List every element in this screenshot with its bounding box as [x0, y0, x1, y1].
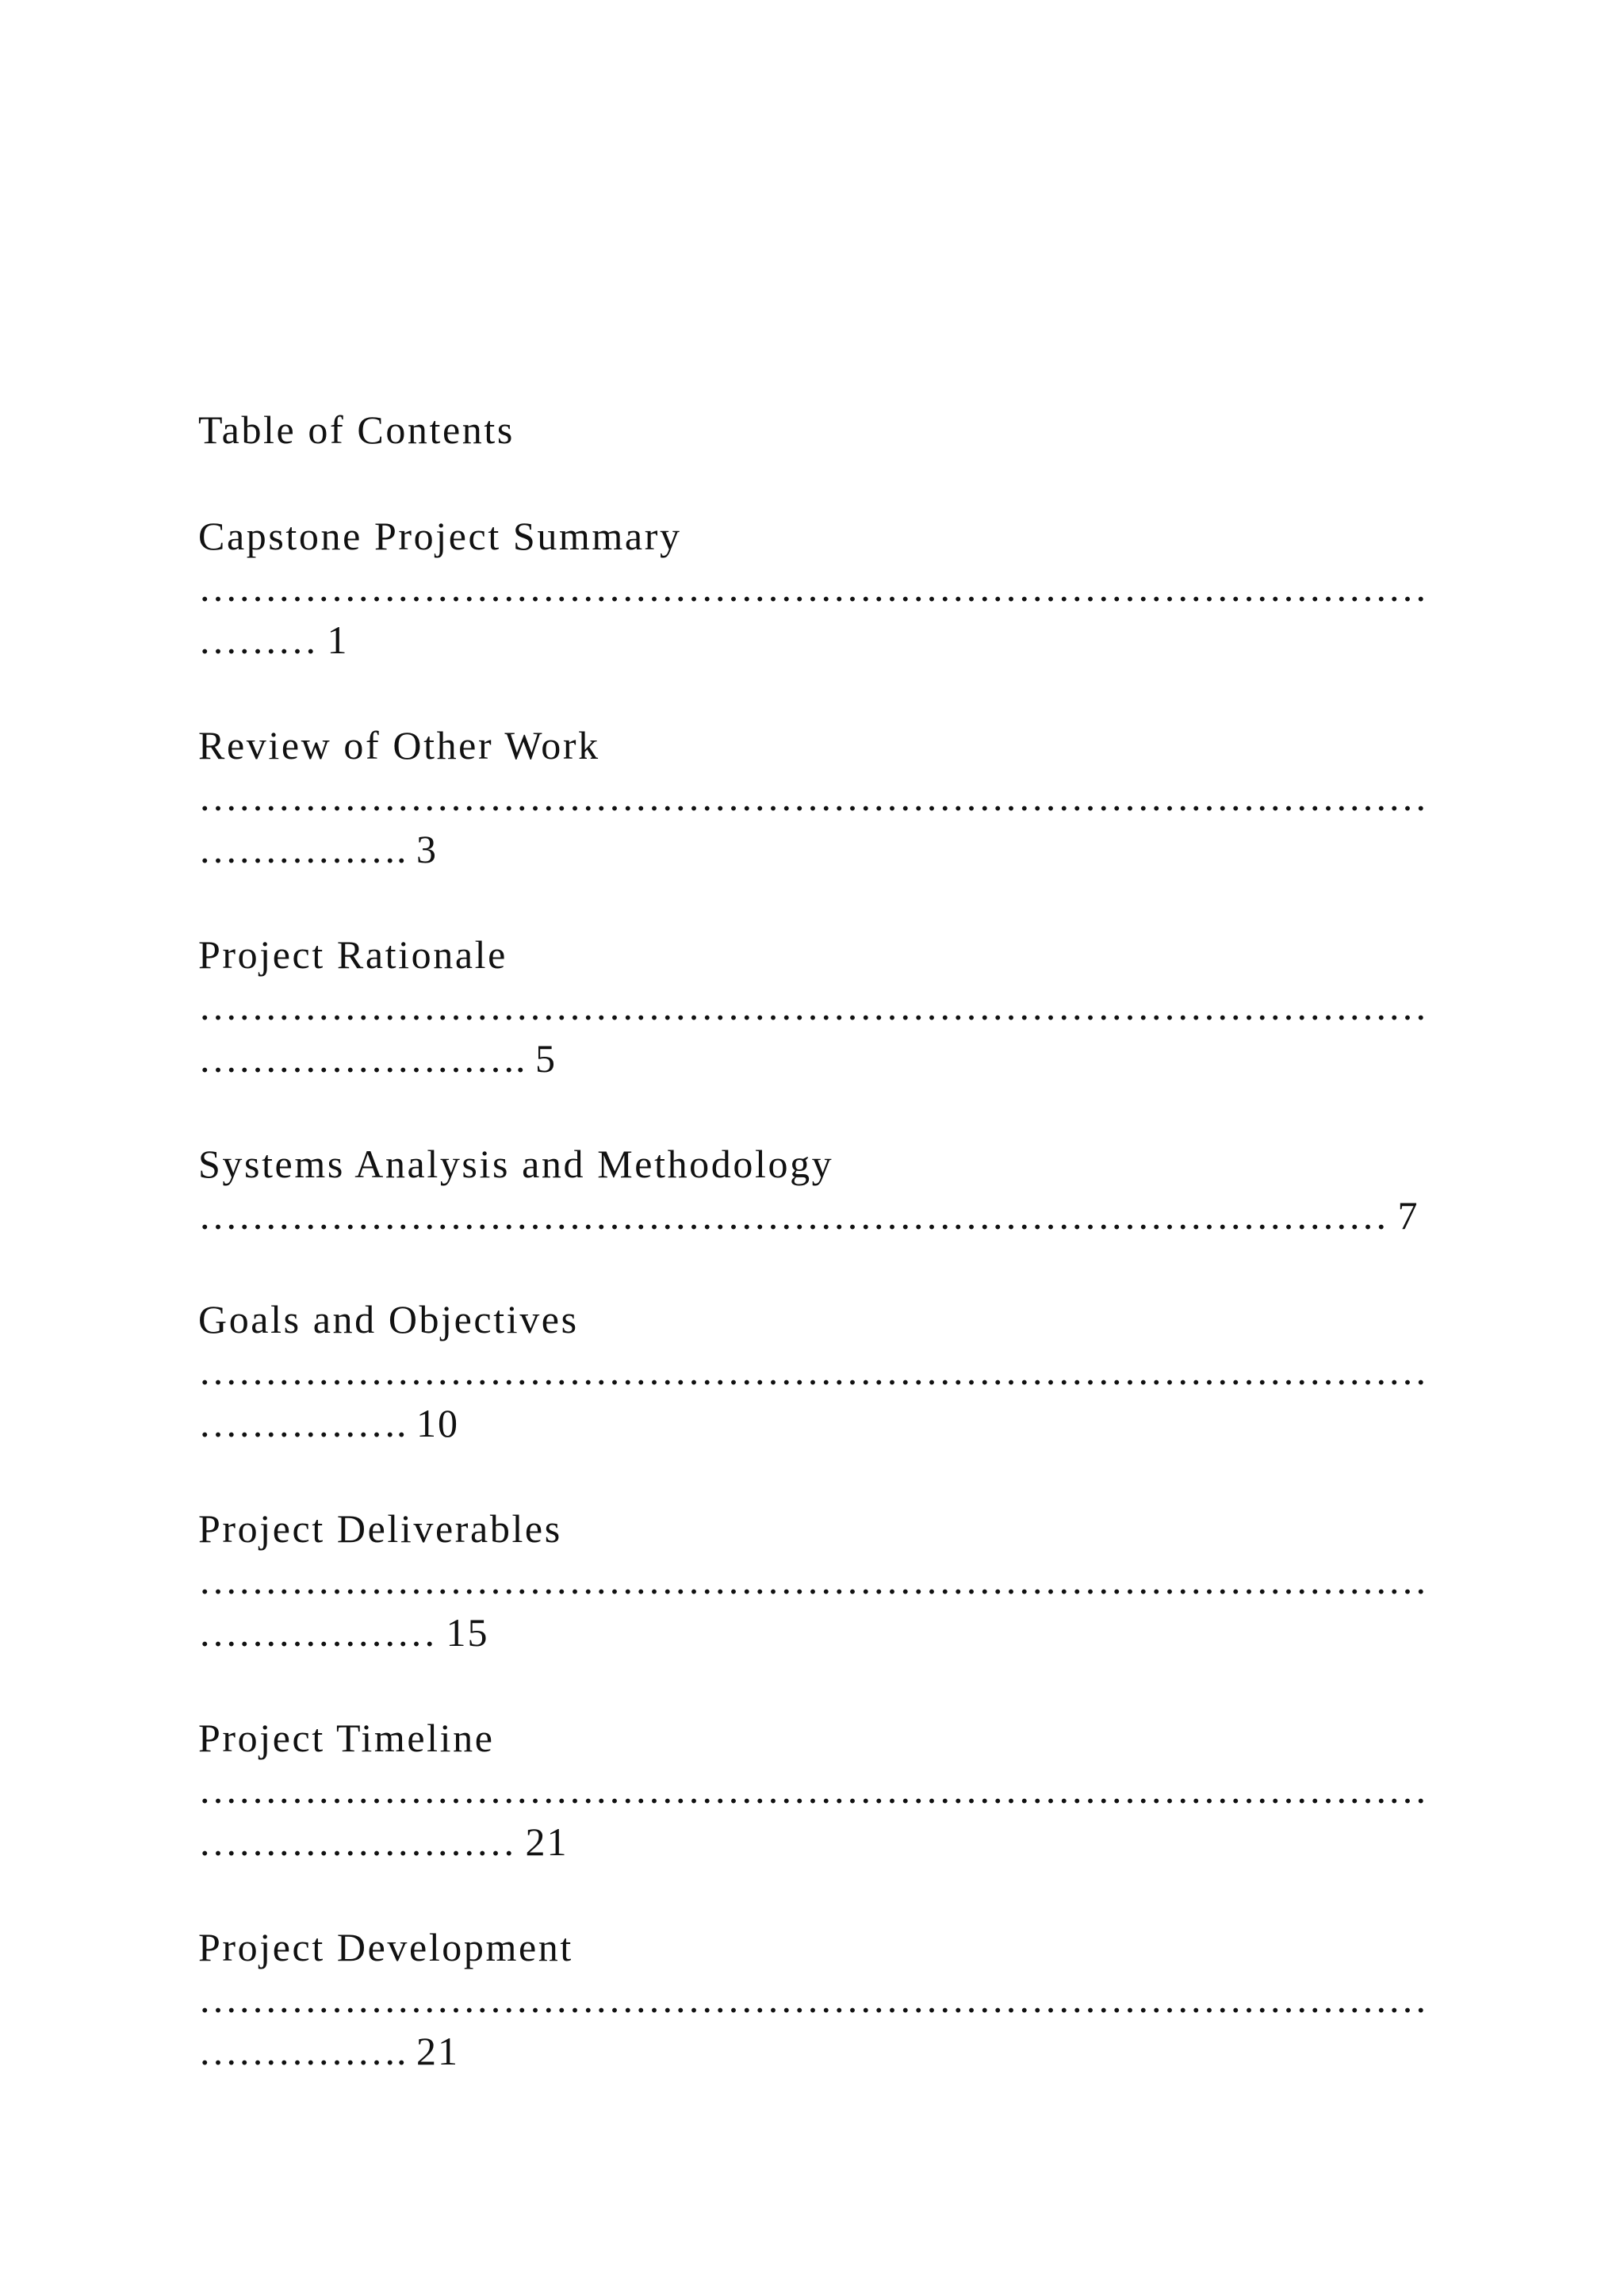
- toc-leader: …………………………………………………………………………………: [198, 1767, 1427, 1812]
- toc-page-number: 5: [535, 1036, 557, 1081]
- toc-leader: ……………. 3: [198, 827, 438, 871]
- toc-page-number: 21: [525, 1820, 569, 1864]
- toc-entry[interactable]: [198, 720, 1467, 875]
- toc-entry[interactable]: [198, 929, 1467, 1085]
- toc-entry-label: Project Timeline: [198, 1716, 495, 1760]
- toc-title: Table of Contents: [198, 408, 515, 452]
- toc-leader: ……… 1: [198, 618, 349, 662]
- toc-entry-label: Review of Other Work: [198, 723, 600, 767]
- toc-leader: …………………………………………………………………………………: [198, 1976, 1427, 2021]
- toc-page-number: 3: [416, 827, 438, 871]
- toc-entry[interactable]: [198, 1294, 1467, 1449]
- toc-entry[interactable]: [198, 1503, 1467, 1659]
- toc-entry-label: Systems Analysis and Methodology: [198, 1142, 834, 1186]
- toc-leader: …………………………………………………………………………………: [198, 984, 1427, 1028]
- toc-entry[interactable]: [198, 511, 1467, 666]
- toc-page-number: 15: [446, 1610, 489, 1655]
- toc-entry-label: Project Deliverables: [198, 1506, 562, 1551]
- toc-entry[interactable]: [198, 1922, 1467, 2077]
- toc-leader: …………………………………………………………………………………: [198, 1558, 1427, 1602]
- toc-entry[interactable]: [198, 1712, 1467, 1868]
- toc-leader: ……………. 21: [198, 2029, 459, 2073]
- toc-leader: ……………………………………………………………………………… 7: [198, 1193, 1419, 1238]
- toc-entry-label: Capstone Project Summary: [198, 514, 682, 558]
- toc-entry[interactable]: [198, 1138, 1467, 1242]
- toc-page-number: 10: [416, 1401, 459, 1445]
- toc-leader: ……………… 15: [198, 1610, 489, 1655]
- toc-leader: ……………. 10: [198, 1401, 459, 1445]
- toc-entry-label: Project Rationale: [198, 932, 508, 977]
- toc-entry-label: Goals and Objectives: [198, 1297, 579, 1341]
- toc-leader: …………………………………………………………………………………: [198, 775, 1427, 819]
- toc-page-number: 21: [416, 2029, 459, 2073]
- toc-leader: …………………………………………………………………………………: [198, 565, 1427, 610]
- toc-page-number: 7: [1397, 1193, 1419, 1238]
- toc-leader: …………………………………………………………………………………: [198, 1349, 1427, 1393]
- toc-page-number: 1: [327, 618, 349, 662]
- toc-leader: ……………………. 5: [198, 1036, 557, 1081]
- toc-entry-label: Project Development: [198, 1925, 573, 1969]
- toc-leader: …………………… 21: [198, 1820, 569, 1864]
